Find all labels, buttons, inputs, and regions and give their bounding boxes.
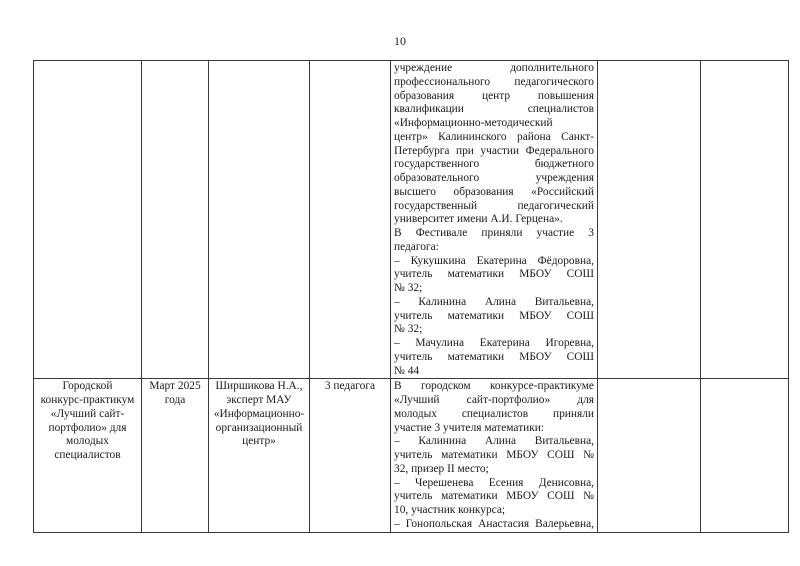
col7-cell: [701, 379, 789, 532]
organizer-cell: [209, 61, 310, 379]
text-line: 10, участник конкурса;: [394, 504, 506, 516]
text-line: Ширшикова Н.А.,: [215, 380, 303, 393]
text-line: конкурс-практикум: [40, 394, 135, 406]
text-line: «Лучший сайт-: [50, 407, 125, 420]
description-cell: [391, 61, 598, 379]
event-cell: [34, 61, 142, 379]
text-line: № 44: [394, 364, 420, 377]
text-line: молодых специалистов приняли: [394, 407, 594, 420]
text-line: № 32;: [394, 323, 423, 336]
text-line: В городском конкурсе-практикуме: [394, 380, 594, 393]
text-line: года: [164, 394, 186, 406]
text-line: Март 2025: [149, 380, 201, 393]
text-line: – Черешенева Есения Денисовна,: [394, 476, 594, 489]
text-line: педагога:: [394, 240, 439, 253]
col6-cell: [598, 61, 701, 379]
description-text: [394, 380, 594, 531]
events-table: [33, 60, 789, 533]
text-line: 32, призер II место;: [394, 462, 489, 475]
event-cell: [34, 379, 142, 532]
text-line: «Информационно-методический: [394, 117, 553, 129]
text-line: «Информационно-: [213, 407, 305, 420]
text-line: государственный педагогический: [394, 199, 594, 212]
date-text: [145, 380, 205, 408]
text-line: высшего образования «Российский: [394, 185, 594, 198]
text-line: учитель математики МБОУ СОШ: [394, 268, 594, 281]
text-line: университет имени А.И. Герцена».: [394, 213, 563, 226]
table-row: [34, 61, 789, 379]
text-line: учитель математики МБОУ СОШ №: [394, 449, 594, 461]
text-line: центр» Калининского района Санкт-: [394, 130, 594, 143]
text-line: организационный: [215, 421, 303, 434]
event-text: [37, 380, 138, 463]
text-line: – Калинина Алина Витальевна,: [394, 435, 594, 448]
page-number: 10: [394, 34, 406, 48]
text-line: – Мачулина Екатерина Игоревна,: [394, 337, 594, 349]
text-line: № 32;: [394, 282, 423, 294]
text-line: образования центр повышения: [394, 89, 594, 102]
text-line: – Гонопольская Анастасия Валерьевна,: [394, 517, 594, 530]
organizer-text: [212, 380, 306, 449]
table-row: [34, 379, 789, 532]
text-line: учреждение дополнительного: [394, 62, 594, 74]
participants-cell: [310, 61, 391, 379]
text-line: участие 3 учителя математики:: [394, 421, 545, 434]
participants-cell: 3 педагога: [310, 379, 391, 532]
text-line: Городской: [62, 380, 113, 393]
text-line: учитель математики МБОУ СОШ: [394, 309, 594, 322]
text-line: профессионального педагогического: [394, 75, 594, 88]
text-line: учитель математики МБОУ СОШ №: [394, 490, 594, 503]
description-cell: [391, 379, 598, 532]
text-line: специалистов: [54, 449, 121, 461]
text-line: «Лучший сайт-портфолио» для: [394, 394, 594, 406]
organizer-cell: [209, 379, 310, 532]
text-line: квалификации специалистов: [394, 103, 594, 116]
text-line: образовательного учреждения: [394, 172, 594, 184]
col6-cell: [598, 379, 701, 532]
text-line: эксперт МАУ: [226, 394, 292, 406]
date-cell: [142, 379, 209, 532]
date-cell: [142, 61, 209, 379]
text-line: – Калинина Алина Витальевна,: [394, 295, 594, 308]
text-line: Петербурга при участии Федерального: [394, 144, 594, 157]
text-line: молодых: [66, 435, 109, 448]
text-line: государственного бюджетного: [394, 158, 594, 171]
text-line: портфолио» для: [48, 421, 127, 434]
text-line: центр»: [242, 435, 276, 448]
text-line: учитель математики МБОУ СОШ: [394, 350, 594, 363]
text-line: В Фестивале приняли участие 3: [394, 227, 594, 239]
text-line: – Кукушкина Екатерина Фёдоровна,: [394, 254, 594, 267]
description-text: [394, 62, 594, 378]
col7-cell: [701, 61, 789, 379]
